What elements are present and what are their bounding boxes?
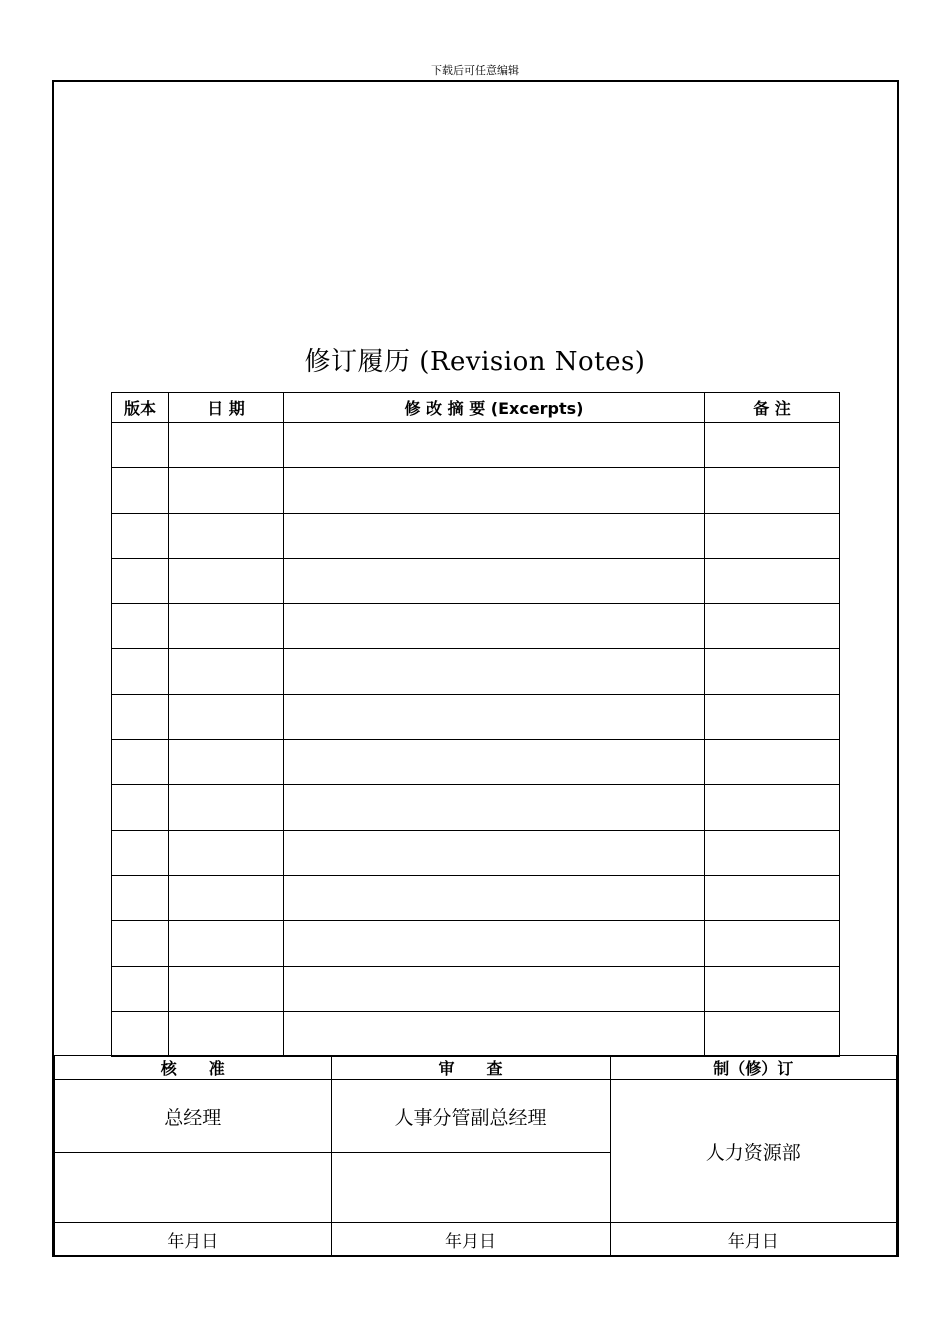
- excerpt-cell: [284, 604, 705, 649]
- revision-body: [112, 423, 840, 1057]
- version-cell: [112, 423, 169, 468]
- version-cell: [112, 1011, 169, 1056]
- remark-cell: [705, 649, 840, 694]
- date-cell: [169, 1011, 284, 1056]
- header-note: 下载后可任意编辑: [431, 64, 519, 77]
- remark-cell: [705, 740, 840, 785]
- table-row: [112, 830, 840, 875]
- date-cell: [169, 513, 284, 558]
- remark-cell: [705, 1011, 840, 1056]
- excerpt-cell: [284, 921, 705, 966]
- approval-table: [53, 1055, 898, 1257]
- excerpt-cell: [284, 785, 705, 830]
- excerpt-cell: [284, 875, 705, 920]
- col-remarks: 备 注: [705, 393, 840, 423]
- version-cell: [112, 921, 169, 966]
- table-row: [112, 694, 840, 739]
- table-row: [112, 513, 840, 558]
- excerpt-cell: [284, 468, 705, 513]
- date-cell: [169, 558, 284, 603]
- table-row: [112, 423, 840, 468]
- remark-cell: [705, 513, 840, 558]
- excerpt-cell: [284, 423, 705, 468]
- table-row: [112, 921, 840, 966]
- table-row: [112, 558, 840, 603]
- date-cell: [169, 966, 284, 1011]
- table-row: [112, 468, 840, 513]
- excerpt-cell: [284, 649, 705, 694]
- document-title: 修订履历 (Revision Notes): [304, 347, 646, 377]
- remark-cell: [705, 785, 840, 830]
- review-title: 人事分管副总经理: [331, 1080, 610, 1153]
- excerpt-cell: [284, 830, 705, 875]
- date-cell: [169, 785, 284, 830]
- excerpt-cell: [284, 740, 705, 785]
- version-cell: [112, 785, 169, 830]
- col-version: 版本: [112, 393, 169, 423]
- excerpt-cell: [284, 513, 705, 558]
- version-cell: [112, 875, 169, 920]
- version-cell: [112, 966, 169, 1011]
- version-cell: [112, 740, 169, 785]
- excerpt-cell: [284, 1011, 705, 1056]
- table-row: [112, 785, 840, 830]
- table-row: [112, 875, 840, 920]
- date-cell: [169, 875, 284, 920]
- version-cell: [112, 513, 169, 558]
- version-cell: [112, 830, 169, 875]
- review-header: 审 查: [331, 1056, 610, 1080]
- remark-cell: [705, 921, 840, 966]
- approve-date: 年月日: [54, 1223, 331, 1257]
- remark-cell: [705, 830, 840, 875]
- version-cell: [112, 694, 169, 739]
- excerpt-cell: [284, 694, 705, 739]
- revision-table: [111, 392, 840, 1057]
- remark-cell: [705, 875, 840, 920]
- date-cell: [169, 423, 284, 468]
- review-date: 年月日: [331, 1223, 610, 1257]
- date-cell: [169, 604, 284, 649]
- col-date: 日 期: [169, 393, 284, 423]
- approve-header: 核 准: [54, 1056, 331, 1080]
- excerpt-cell: [284, 966, 705, 1011]
- version-cell: [112, 649, 169, 694]
- revision-header-row: [112, 393, 840, 423]
- review-signature-cell: [331, 1153, 610, 1223]
- table-row: [112, 1011, 840, 1056]
- remark-cell: [705, 423, 840, 468]
- remark-cell: [705, 694, 840, 739]
- draft-date: 年月日: [610, 1223, 897, 1257]
- version-cell: [112, 604, 169, 649]
- version-cell: [112, 468, 169, 513]
- date-cell: [169, 830, 284, 875]
- date-cell: [169, 694, 284, 739]
- col-excerpts: 修 改 摘 要 (Excerpts): [284, 393, 705, 423]
- table-row: [112, 740, 840, 785]
- table-row: [112, 649, 840, 694]
- draft-title: 人力资源部: [610, 1080, 897, 1223]
- date-cell: [169, 649, 284, 694]
- date-cell: [169, 740, 284, 785]
- remark-cell: [705, 604, 840, 649]
- version-cell: [112, 558, 169, 603]
- approve-title: 总经理: [54, 1080, 331, 1153]
- table-row: [112, 604, 840, 649]
- remark-cell: [705, 558, 840, 603]
- date-cell: [169, 921, 284, 966]
- excerpt-cell: [284, 558, 705, 603]
- remark-cell: [705, 468, 840, 513]
- remark-cell: [705, 966, 840, 1011]
- date-cell: [169, 468, 284, 513]
- table-row: [112, 966, 840, 1011]
- approve-signature-cell: [54, 1153, 331, 1223]
- draft-header: 制（修）订: [610, 1056, 897, 1080]
